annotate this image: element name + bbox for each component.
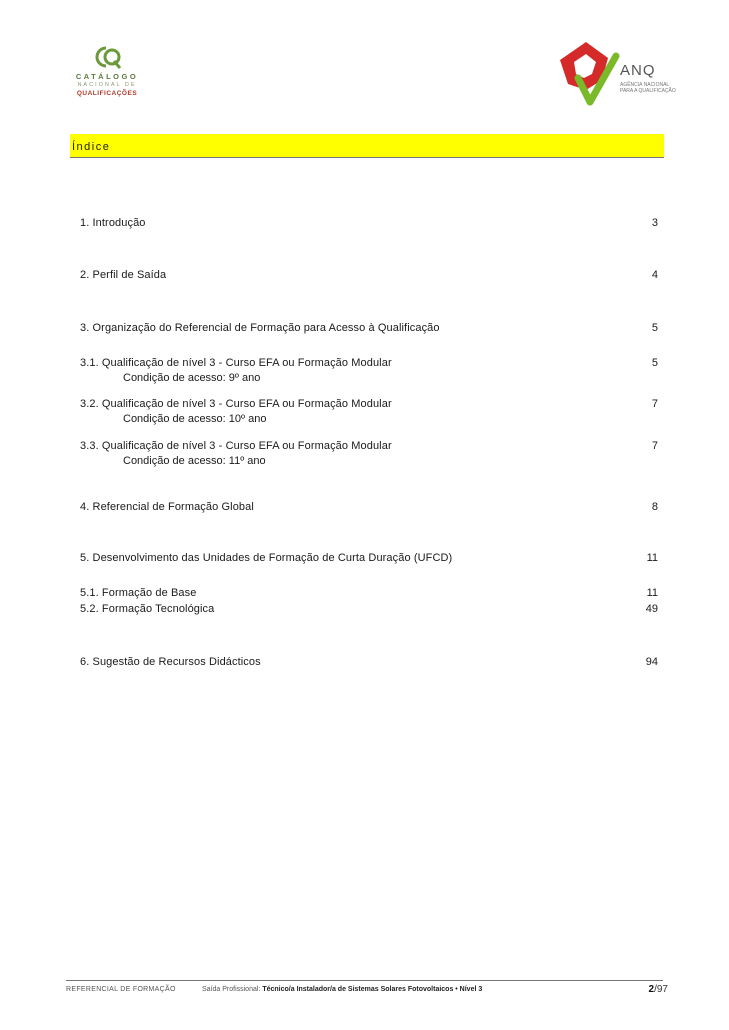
toc-entry-title: 4. Referencial de Formação Global	[80, 501, 254, 513]
footer-professional-output	[202, 986, 482, 993]
footer-document-type: REFERENCIAL DE FORMAÇÃO	[66, 986, 176, 993]
toc-entry-title: 5.1. Formação de Base	[80, 587, 197, 599]
index-heading: Índice	[72, 141, 111, 153]
toc-entry-page: 49	[645, 603, 658, 615]
cq-logo-icon	[90, 44, 124, 70]
toc-entry-page: 7	[651, 440, 658, 452]
toc-entry-subtitle: Condição de acesso: 9º ano	[123, 372, 261, 384]
toc-entry-title: 2. Perfil de Saída	[80, 269, 167, 281]
page-footer	[66, 984, 670, 998]
cnq-logo-line3: QUALIFICAÇÕES	[76, 90, 138, 97]
toc-entry-title: 1. Introdução	[80, 217, 146, 229]
footer-output-value: Técnico/a Instalador/a de Sistemas Solares Fotovoltaicos • Nível 3	[262, 986, 483, 993]
toc-entry-page: 11	[646, 587, 658, 599]
toc-entry-qualificacao-11-ano[interactable]	[80, 439, 658, 469]
toc-entry-page: 11	[646, 552, 658, 564]
toc-entry-page: 3	[651, 217, 658, 229]
toc-entry-qualificacao-9-ano[interactable]	[80, 356, 658, 386]
toc-entry-title: 3.2. Qualificação de nível 3 - Curso EFA ou Formação Modular	[80, 398, 392, 410]
toc-entry-title: 6. Sugestão de Recursos Didácticos	[80, 656, 261, 668]
footer-page-current: 2	[648, 984, 655, 995]
toc-entry-title: 3. Organização do Referencial de Formação para Acesso à Qualificação	[80, 322, 440, 334]
anq-logo-subtitle-line2: PARA A QUALIFICAÇÃO	[620, 88, 676, 94]
toc-entry-qualificacao-10-ano[interactable]	[80, 397, 658, 427]
toc-entry-title: 5. Desenvolvimento das Unidades de Formação de Curta Duração (UFCD)	[80, 552, 453, 564]
toc-entry-subtitle: Condição de acesso: 10º ano	[123, 413, 267, 425]
toc-entry-page: 94	[645, 656, 658, 668]
anq-logo-title: ANQ	[620, 62, 656, 79]
catalogo-nacional-logo	[66, 42, 148, 104]
anq-logo-subtitle	[620, 82, 676, 94]
toc-entry-page: 5	[651, 322, 658, 334]
toc-entry-page: 8	[651, 501, 658, 513]
footer-page-total: /97	[654, 984, 668, 995]
toc-entry-page: 4	[651, 269, 658, 281]
cnq-logo-line2: NACIONAL DE	[77, 82, 137, 88]
toc-entry-page: 7	[651, 398, 658, 410]
toc-entry-subtitle: Condição de acesso: 11º ano	[123, 455, 266, 467]
footer-page-number	[649, 984, 668, 995]
index-heading-bar	[70, 134, 664, 158]
footer-divider	[66, 980, 663, 981]
anq-logo	[556, 38, 676, 110]
toc-entry-title: 3.3. Qualificação de nível 3 - Curso EFA ou Formação Modular	[80, 440, 392, 452]
anq-logo-subtitle-line1: AGÊNCIA NACIONAL	[620, 82, 670, 88]
cnq-logo-line1: CATÁLOGO	[75, 72, 139, 81]
footer-output-label: Saída Profissional:	[202, 986, 261, 993]
toc-entry-title: 5.2. Formação Tecnológica	[80, 603, 215, 615]
toc-entry-title: 3.1. Qualificação de nível 3 - Curso EFA ou Formação Modular	[80, 357, 392, 369]
anq-q-check-icon	[556, 38, 620, 110]
toc-entry-page: 5	[651, 357, 658, 369]
